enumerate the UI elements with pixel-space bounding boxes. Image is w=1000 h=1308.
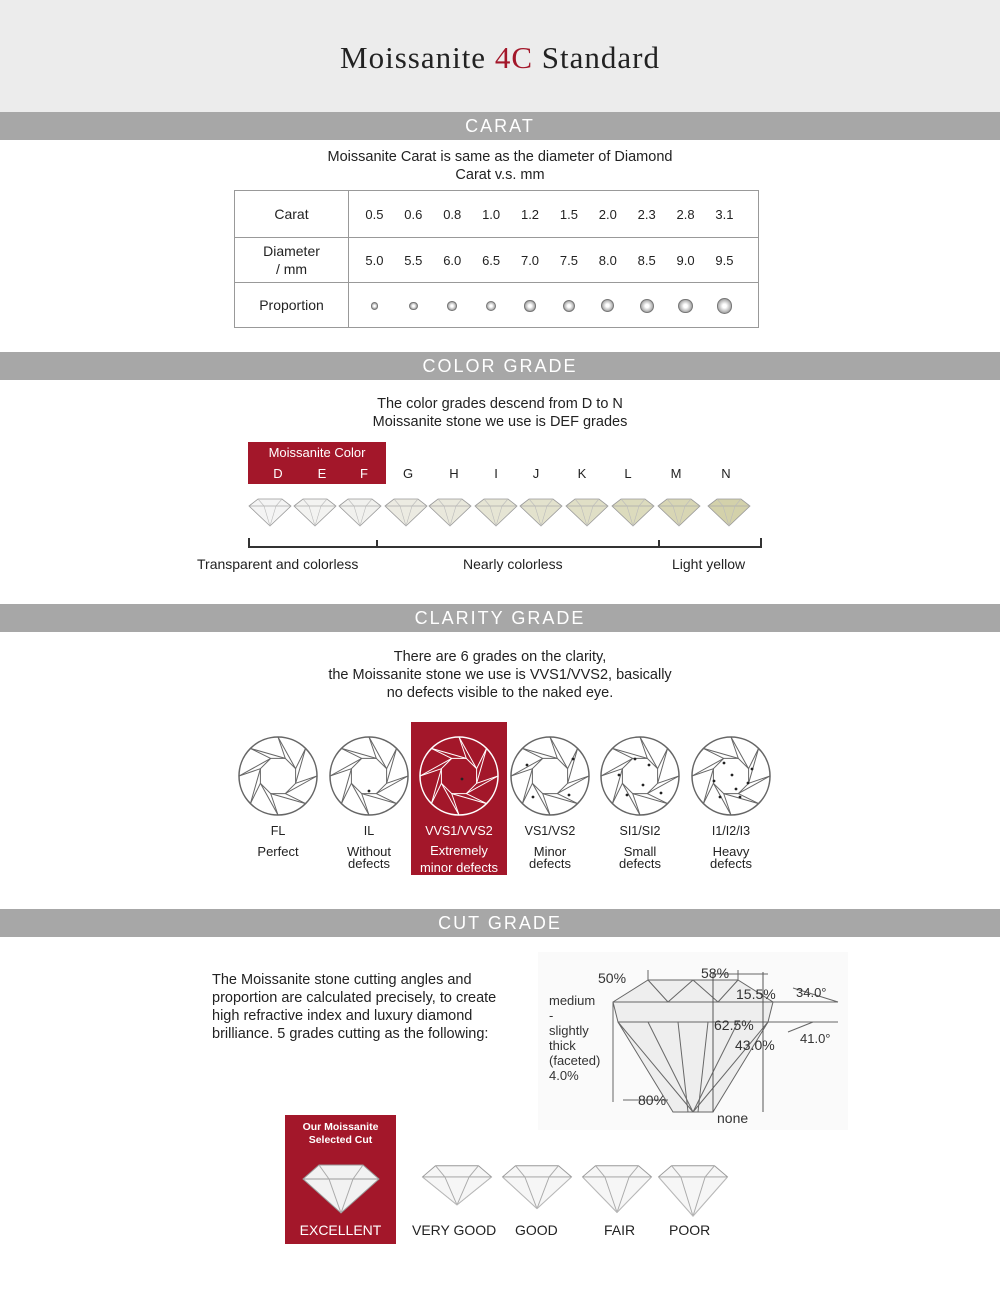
cut-gem-icon <box>654 1162 732 1218</box>
clarity-grade-code: VVS1/VVS2 <box>425 824 493 838</box>
carat-section-heading: CARAT <box>0 112 1000 140</box>
cut-gem-icon <box>498 1162 576 1218</box>
proportion-gem-icon <box>717 298 733 314</box>
cut-description: The Moissanite stone cutting angles and proportion are calculated precisely, to create high refractive index and luxury diamond brilliance. 5 grades cutting as the following: <box>212 972 497 1042</box>
carat-row-label: Carat <box>235 191 349 238</box>
clarity-grade-description: Small defects <box>619 844 661 871</box>
diagram-total-depth: 62.5% <box>714 1017 754 1033</box>
clarity-grade-description: Perfect <box>257 844 299 859</box>
color-grade-k: K <box>577 466 587 481</box>
color-section-heading: COLOR GRADE <box>0 352 1000 380</box>
selected-cut-box <box>285 1115 396 1244</box>
color-grade-d: D <box>273 466 283 481</box>
selected-cut-label: Our Moissanite Selected Cut <box>302 1121 379 1146</box>
diameter-value: 5.0 <box>365 253 384 268</box>
diagram-pavilion-depth: 43.0% <box>735 1037 775 1053</box>
clarity-gem-icon <box>418 735 500 817</box>
proportion-cell <box>394 297 433 312</box>
clarity-grade-code: IL <box>363 824 375 838</box>
diagram-table-width-pct: 58% <box>701 965 730 981</box>
carat-intro: Moissanite Carat is same as the diameter of Diamond Carat v.s. mm <box>327 149 673 183</box>
color-gem-icon <box>248 497 292 527</box>
proportion-gem-icon <box>640 299 654 313</box>
diagram-table-pct: 50% <box>598 970 627 986</box>
cut-gem-icon <box>578 1162 656 1218</box>
clarity-grade-description: Minor defects <box>529 844 571 871</box>
carat-values <box>349 191 759 238</box>
color-intro: The color grades descend from D to N Moissanite stone we use is DEF grades <box>372 396 628 430</box>
clarity-gem-icon <box>328 735 410 817</box>
proportion-cell <box>588 297 627 312</box>
cut-grade-good: GOOD <box>515 1222 558 1238</box>
cut-grade-poor: POOR <box>669 1222 711 1238</box>
carat-value: 0.6 <box>404 207 423 222</box>
diameter-value: 8.0 <box>598 253 617 268</box>
carat-value: 2.3 <box>637 207 656 222</box>
scale-label-nearly-colorless: Nearly colorless <box>463 556 563 572</box>
proportion-gem-icon <box>409 302 418 311</box>
proportion-cell <box>549 297 588 312</box>
diameter-value: 6.5 <box>482 253 501 268</box>
carat-value: 2.0 <box>598 207 617 222</box>
proportion-cell <box>433 297 472 312</box>
clarity-grade-code: VS1/VS2 <box>524 824 576 838</box>
proportion-gem-icon <box>486 301 496 311</box>
proportion-cell <box>472 297 511 312</box>
color-gem-icon <box>384 497 428 527</box>
selected-color-label: Moissanite Color <box>268 445 366 460</box>
color-grade-l: L <box>624 466 632 481</box>
carat-table <box>234 190 759 328</box>
scale-label-light-yellow: Light yellow <box>672 556 746 572</box>
color-gem-icon <box>519 497 563 527</box>
clarity-grade-description: Heavy defects <box>710 844 752 871</box>
clarity-gem-icon <box>509 735 591 817</box>
clarity-grade-description: Extremely minor defects <box>419 843 499 875</box>
color-grade-n: N <box>721 466 731 481</box>
color-grade-g: G <box>402 466 414 481</box>
clarity-intro: There are 6 grades on the clarity, the Moissanite stone we use is VVS1/VVS2, basically no defects visible to the naked eye. <box>328 649 672 701</box>
carat-value: 2.8 <box>676 207 695 222</box>
page-title: Moissanite 4C Standard <box>340 40 660 75</box>
proportion-gem-icon <box>563 300 575 312</box>
excellent-cut-gem-icon <box>301 1161 381 1215</box>
color-gem-icon <box>707 497 751 527</box>
cut-grade-very-good: VERY GOOD <box>412 1222 497 1238</box>
proportion-cell <box>511 297 550 312</box>
diameter-value: 6.0 <box>443 253 462 268</box>
diameter-value: 5.5 <box>404 253 423 268</box>
color-gem-icon <box>474 497 518 527</box>
color-grade-h: H <box>449 466 459 481</box>
proportion-gem-icon <box>524 300 535 311</box>
diagram-girdle-text: medium - slightly thick (faceted) 4.0% <box>549 993 601 1083</box>
proportion-cell <box>355 297 394 312</box>
color-gem-icon <box>338 497 382 527</box>
color-grade-e: E <box>317 466 327 481</box>
proportion-row-label: Proportion <box>235 283 349 328</box>
clarity-gem-icon <box>237 735 319 817</box>
diameter-value: 8.5 <box>637 253 656 268</box>
diameter-value: 7.5 <box>559 253 578 268</box>
clarity-gem-icon <box>599 735 681 817</box>
clarity-grade-code: FL <box>270 824 286 838</box>
clarity-section-heading: CLARITY GRADE <box>0 604 1000 632</box>
cut-grade-excellent: EXCELLENT <box>299 1222 382 1238</box>
carat-value: 1.5 <box>559 207 578 222</box>
title-accent: 4C <box>494 40 534 75</box>
clarity-grade-code: SI1/SI2 <box>619 824 661 838</box>
carat-value: 3.1 <box>715 207 734 222</box>
proportion-cell <box>666 297 705 313</box>
diameter-values <box>349 238 759 283</box>
cut-proportion-diagram <box>538 952 848 1130</box>
diagram-crown-height: 15.5% <box>736 986 776 1002</box>
clarity-gem-icon <box>690 735 772 817</box>
cut-gem-icon <box>418 1162 496 1218</box>
carat-value: 0.8 <box>443 207 462 222</box>
color-gem-icon <box>293 497 337 527</box>
proportion-gem-icon <box>447 301 457 311</box>
carat-value: 0.5 <box>365 207 384 222</box>
diagram-crown-angle: 34.0° <box>796 985 827 1000</box>
clarity-grade-description: Without defects <box>346 844 392 871</box>
diameter-value: 9.0 <box>676 253 695 268</box>
color-gem-icon <box>428 497 472 527</box>
cut-grade-fair: FAIR <box>604 1222 636 1238</box>
color-scale-line <box>248 546 762 548</box>
proportion-cell <box>705 297 744 313</box>
diameter-row-label: Diameter / mm <box>235 238 349 283</box>
diagram-lower-half: 80% <box>638 1092 667 1108</box>
carat-value: 1.0 <box>482 207 501 222</box>
clarity-grade-code: I1/I2/I3 <box>711 824 751 838</box>
color-grade-m: M <box>670 466 682 481</box>
proportion-gem-icon <box>678 299 693 314</box>
color-grade-i: I <box>494 466 498 481</box>
proportion-gem-icon <box>371 302 379 310</box>
diameter-value: 9.5 <box>715 253 734 268</box>
proportion-values <box>349 283 759 328</box>
proportion-gem-icon <box>601 299 614 312</box>
diagram-pavilion-angle: 41.0° <box>800 1031 831 1046</box>
color-grade-j: J <box>532 466 540 481</box>
selected-color-box <box>248 442 386 484</box>
diameter-value: 7.0 <box>520 253 540 268</box>
color-gem-icon <box>611 497 655 527</box>
diagram-culet: none <box>717 1110 749 1126</box>
color-gem-icon <box>657 497 701 527</box>
color-grade-f: F <box>360 466 368 481</box>
carat-value: 1.2 <box>520 207 540 222</box>
color-gem-icon <box>565 497 609 527</box>
proportion-cell <box>627 297 666 313</box>
cut-section-heading: CUT GRADE <box>0 909 1000 937</box>
scale-label-colorless: Transparent and colorless <box>197 556 359 572</box>
